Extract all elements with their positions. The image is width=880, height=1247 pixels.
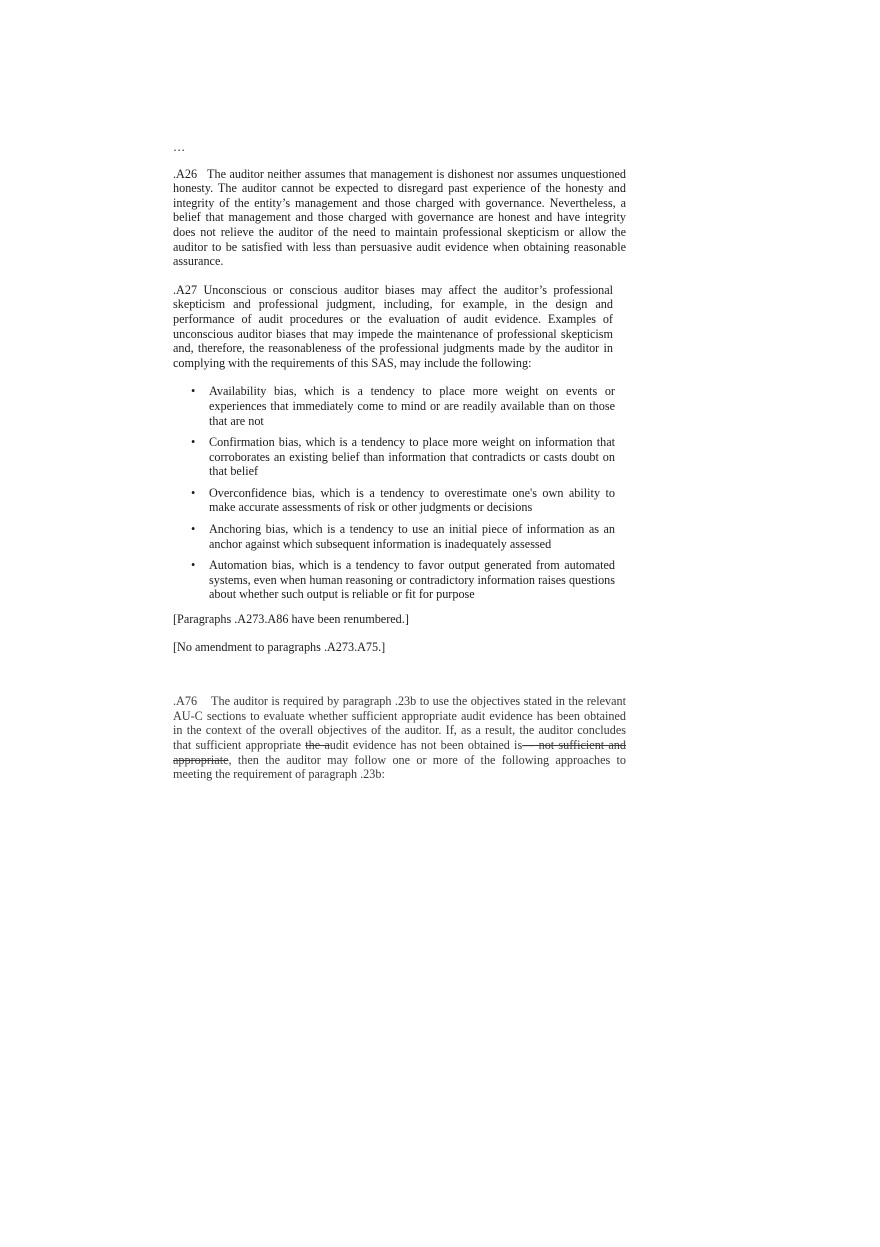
- list-item: [173, 435, 615, 479]
- list-item-text: Anchoring bias, which is a tendency to use an initial piece of information as an anchor against which subsequent information is inadequately assessed: [209, 522, 615, 551]
- list-item: [173, 486, 615, 515]
- paragraph-a76: [173, 694, 626, 782]
- paragraph-label-a27: .A27: [173, 282, 198, 297]
- list-item: [173, 522, 615, 551]
- bullet-icon: •: [191, 485, 196, 500]
- deleted-text: the a: [305, 738, 330, 752]
- bullet-icon: •: [191, 558, 196, 573]
- paragraph-text-a76-part2: udit evidence has not been obtained is: [329, 738, 523, 752]
- paragraph-label-a26: .A26: [173, 166, 198, 181]
- list-item-text: Overconfidence bias, which is a tendency to overestimate one's own ability to make accurate assessments of risk or other judgments or decisions: [209, 485, 615, 515]
- paragraph-label-a76: .A76: [173, 694, 198, 709]
- bias-list: [173, 384, 615, 602]
- list-item: [173, 384, 615, 428]
- deleted-text: — not sufficient and appropriate: [173, 738, 626, 767]
- no-amendment-note: [No amendment to paragraphs .A273.A75.]: [173, 639, 386, 654]
- bullet-icon: •: [191, 384, 196, 399]
- bullet-icon: •: [191, 522, 196, 537]
- paragraph-a26: [173, 167, 626, 269]
- list-item-text: Confirmation bias, which is a tendency to place more weight on information that corroborates an existing belief than information that contradicts or casts doubt on that belief: [209, 435, 615, 479]
- document-body: [173, 140, 626, 782]
- ellipsis-marker: …: [173, 140, 186, 154]
- paragraph-text-a76-part1: The auditor is required by paragraph .23b to use the objectives stated in the relevant AU-C sections to evaluate whether sufficient appropriate audit evidence has been obtained in the context of the overall objectives of the auditor. If, as a result, the auditor concludes that sufficient appropriate: [173, 694, 626, 752]
- paragraph-text-a27: Unconscious or conscious auditor biases may affect the auditor’s professional skepticism and professional judgment, including, for example, in the design and performance of audit procedures or the evaluation of audit evidence. Examples of unconscious auditor biases that may impede the maintenance of professional skepticism and, therefore, the reasonableness of the professional judgments made by the auditor in complying with the requirements of this SAS, may include the following:: [173, 282, 614, 370]
- bullet-icon: •: [191, 435, 196, 450]
- list-item-text: Automation bias, which is a tendency to favor output generated from automated systems, even when human reasoning or contradictory information raises questions about whether such output is reliable or fit for purpose: [209, 558, 615, 602]
- renumbered-note: [Paragraphs .A273.A86 have been renumbered.]: [173, 612, 409, 627]
- paragraph-text-a76-part3: , then the auditor may follow one or more of the following approaches to meeting the requirement of paragraph .23b:: [173, 752, 626, 782]
- list-item-text: Availability bias, which is a tendency to place more weight on events or experiences that immediately come to mind or are readily available than on those that are not: [209, 384, 615, 428]
- paragraph-text-a26: The auditor neither assumes that management is dishonest nor assumes unquestioned honesty. The auditor cannot be expected to disregard past experience of the honesty and integrity of the entity’s management and those charged with governance. Nevertheless, a belief that management and those charged with governance are honest and have integrity does not relieve the auditor of the need to maintain professional skepticism or allow the auditor to be satisfied with less than persuasive audit evidence when obtaining reasonable assurance.: [173, 166, 626, 269]
- paragraph-a27: [173, 283, 613, 371]
- list-item: [173, 558, 615, 602]
